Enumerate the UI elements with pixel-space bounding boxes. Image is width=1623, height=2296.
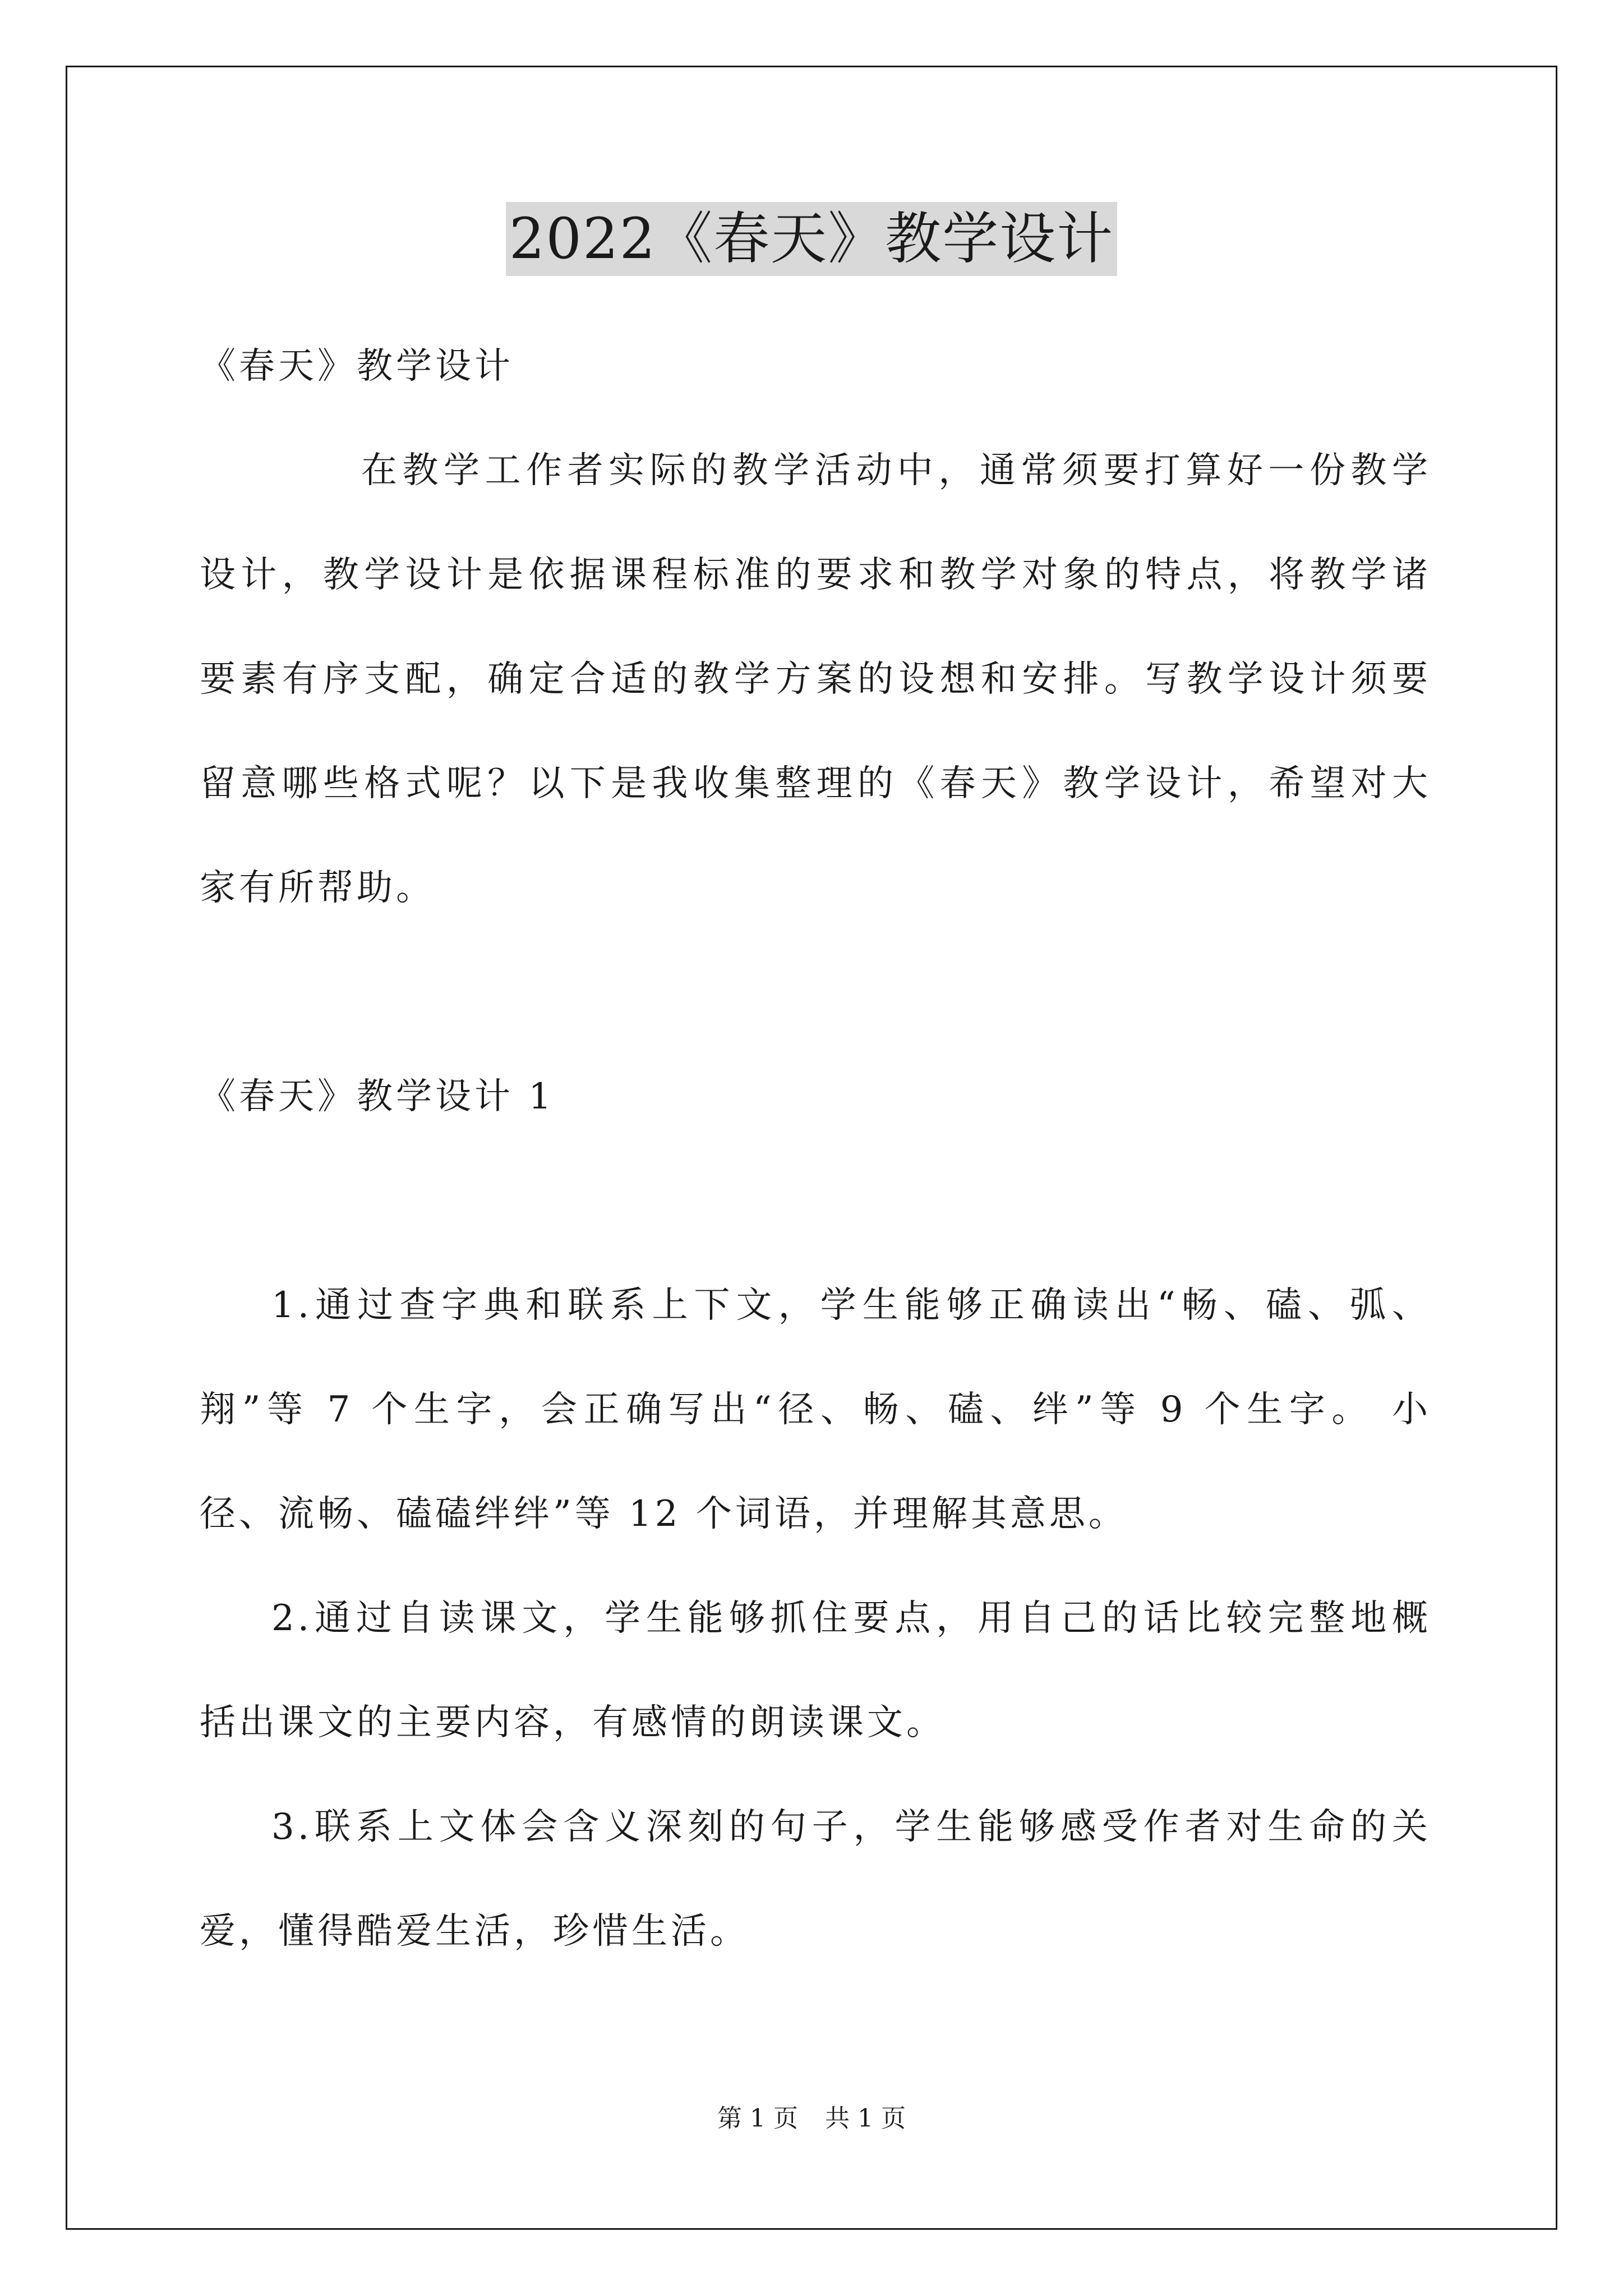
- intro-line: 在教学工作者实际的教学活动中，通常须要打算好一份教学: [361, 450, 1431, 491]
- page-footer: [0, 2098, 1623, 2134]
- item-line: 括出课文的主要内容，有感情的朗读课文。: [200, 1702, 946, 1743]
- document-body: [200, 314, 1431, 1984]
- intro-line: 家有所帮助。: [200, 867, 435, 909]
- page-number: 第 1 页: [717, 2104, 798, 2133]
- item-line: 爱，懂得酷爱生活，珍惜生活。: [200, 1911, 749, 1952]
- item-line: 2.通过自读课文，学生能够抓住要点，用自己的话比较完整地概: [271, 1598, 1431, 1639]
- spacer: [200, 940, 1431, 1045]
- title-wrap: [0, 202, 1623, 276]
- subtitle: 《春天》教学设计: [200, 346, 514, 387]
- intro-line: 留意哪些格式呢？以下是我收集整理的《春天》教学设计，希望对大: [200, 763, 1431, 804]
- item-line: 翔”等 7 个生字，会正确写出“径、畅、磕、绊”等 9 个生字。 小: [200, 1389, 1431, 1430]
- item-line: 1.通过查字典和联系上下文，学生能够正确读出“畅、磕、弧、: [271, 1285, 1431, 1326]
- document-title: 2022《春天》教学设计: [506, 202, 1118, 276]
- item-line: 径、流畅、磕磕绊绊”等 12 个词语，并理解其意思。: [200, 1493, 1128, 1535]
- spacer: [200, 1149, 1431, 1253]
- section-heading: 《春天》教学设计 1: [200, 1076, 555, 1117]
- item-line: 3.联系上文体会含义深刻的句子，学生能够感受作者对生命的关: [271, 1806, 1431, 1848]
- intro-line: 设计，教学设计是依据课程标准的要求和教学对象的特点，将教学诸: [200, 554, 1431, 596]
- intro-line: 要素有序支配，确定合适的教学方案的设想和安排。写教学设计须要: [200, 659, 1431, 700]
- page-total: 共 1 页: [825, 2104, 906, 2133]
